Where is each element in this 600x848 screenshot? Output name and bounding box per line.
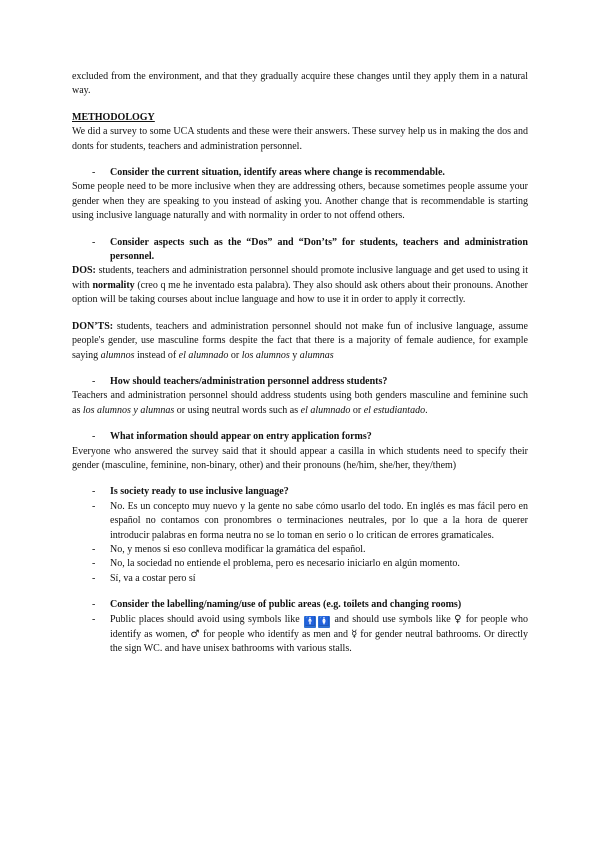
donts-paragraph: DON’TS: students, teachers and administration personnel should not make fun of inclusive language, assume people's gender, use masculine forms despite the fact that there is a majority of female audience, for example saying alumnos instead of el alumnado or los alumnos y alumnas — [72, 320, 528, 361]
question-heading: - Consider the labelling/naming/use of public areas (e.g. toilets and changing rooms) — [72, 598, 528, 612]
female-symbol-icon: ♀ — [454, 613, 463, 625]
dos-paragraph: DOS: students, teachers and administration personnel should promote inclusive language and get used to using it with normality (creo q me he inventado esta palabra). They also should ask others about their pronouns. Another option will be taking courses about inclue language and how to use it in order to apply it correctly. — [72, 265, 528, 306]
question-heading: - Consider the current situation, identify areas where change is recommendable. — [72, 166, 528, 180]
answer-paragraph: Teachers and administration personnel should address students using both genders masculine and feminine such as los alumnos y alumnas or using neutral words such as el alumnado or el estudiantado. — [72, 390, 528, 416]
question-text: Consider the labelling/naming/use of public areas (e.g. toilets and changing rooms) — [110, 599, 462, 611]
list-item: - Public places should avoid using symbols like 🚹 🚺 and should use symbols like ♀ for people who identify as women, ♂ for people who identify as men and ☿ for gender neutral bathrooms. Or directly the sign WC. and have unisex bathrooms with various stalls. — [92, 613, 528, 654]
question-heading: - What information should appear on entry application forms? — [72, 430, 528, 444]
answer-paragraph: Some people need to be more inclusive when they are addressing others, because sometimes people assume your gender when they are speaking to you instead of asking you. Another change that is recommendable is starting using inclusive language naturally and with normality in order to not offend others. — [72, 181, 528, 222]
question-heading: - Is society ready to use inclusive language? — [72, 485, 528, 499]
question-text: Is society ready to use inclusive language? — [110, 486, 289, 498]
question-text: What information should appear on entry application forms? — [110, 431, 372, 443]
question-text: Consider the current situation, identify areas where change is recommendable. — [110, 167, 445, 179]
methodology-paragraph: We did a survey to some UCA students and these were their answers. These survey help us in making the dos and donts for students, teachers and administration personnel. — [72, 126, 528, 152]
dos-label: DOS: — [72, 265, 96, 277]
neutral-symbol-icon: ☿ — [351, 628, 358, 640]
question-heading: - Consider aspects such as the “Dos” and “Don’ts” for students, teachers and administration personnel. — [72, 236, 528, 265]
donts-label: DON’TS: — [72, 320, 114, 332]
document-body — [72, 70, 528, 656]
answer-paragraph: Everyone who answered the survey said that it should appear a casilla in which students need to specify their gender (masculine, feminine, non-binary, other) and their pronouns (he/him, she/her, they/them) — [72, 445, 528, 471]
male-restroom-icon: 🚹 — [304, 616, 316, 627]
section-title: METHODOLOGY — [72, 111, 155, 123]
male-symbol-icon: ♂ — [190, 628, 201, 640]
question-heading: - How should teachers/administration personnel address students? — [72, 375, 528, 389]
question-text: Consider aspects such as the “Dos” and “Don’ts” for students, teachers and administration personnel. — [110, 236, 528, 263]
intro-paragraph: excluded from the environment, and that they gradually acquire these changes until they apply them in a natural way. — [72, 71, 528, 97]
list-item: - No, y menos si eso conlleva modificar la gramática del español. — [92, 543, 366, 555]
list-item: - Sí, va a costar pero sí — [92, 572, 196, 584]
list-item: - No. Es un concepto muy nuevo y la gente no sabe cómo usarlo del todo. En inglés es mas fácil pero en español no contamos con pronombres o terminaciones neutrales, por lo que a la hora de querer introducir palabras en forma neutra no se lo toman en serio o lo critican de errores gramaticales. — [92, 500, 528, 541]
question-text: How should teachers/administration personnel address students? — [110, 375, 388, 387]
female-restroom-icon: 🚺 — [318, 616, 330, 627]
list-item: - No, la sociedad no entiende el problema, pero es necesario iniciarlo en algún momento. — [92, 558, 460, 570]
